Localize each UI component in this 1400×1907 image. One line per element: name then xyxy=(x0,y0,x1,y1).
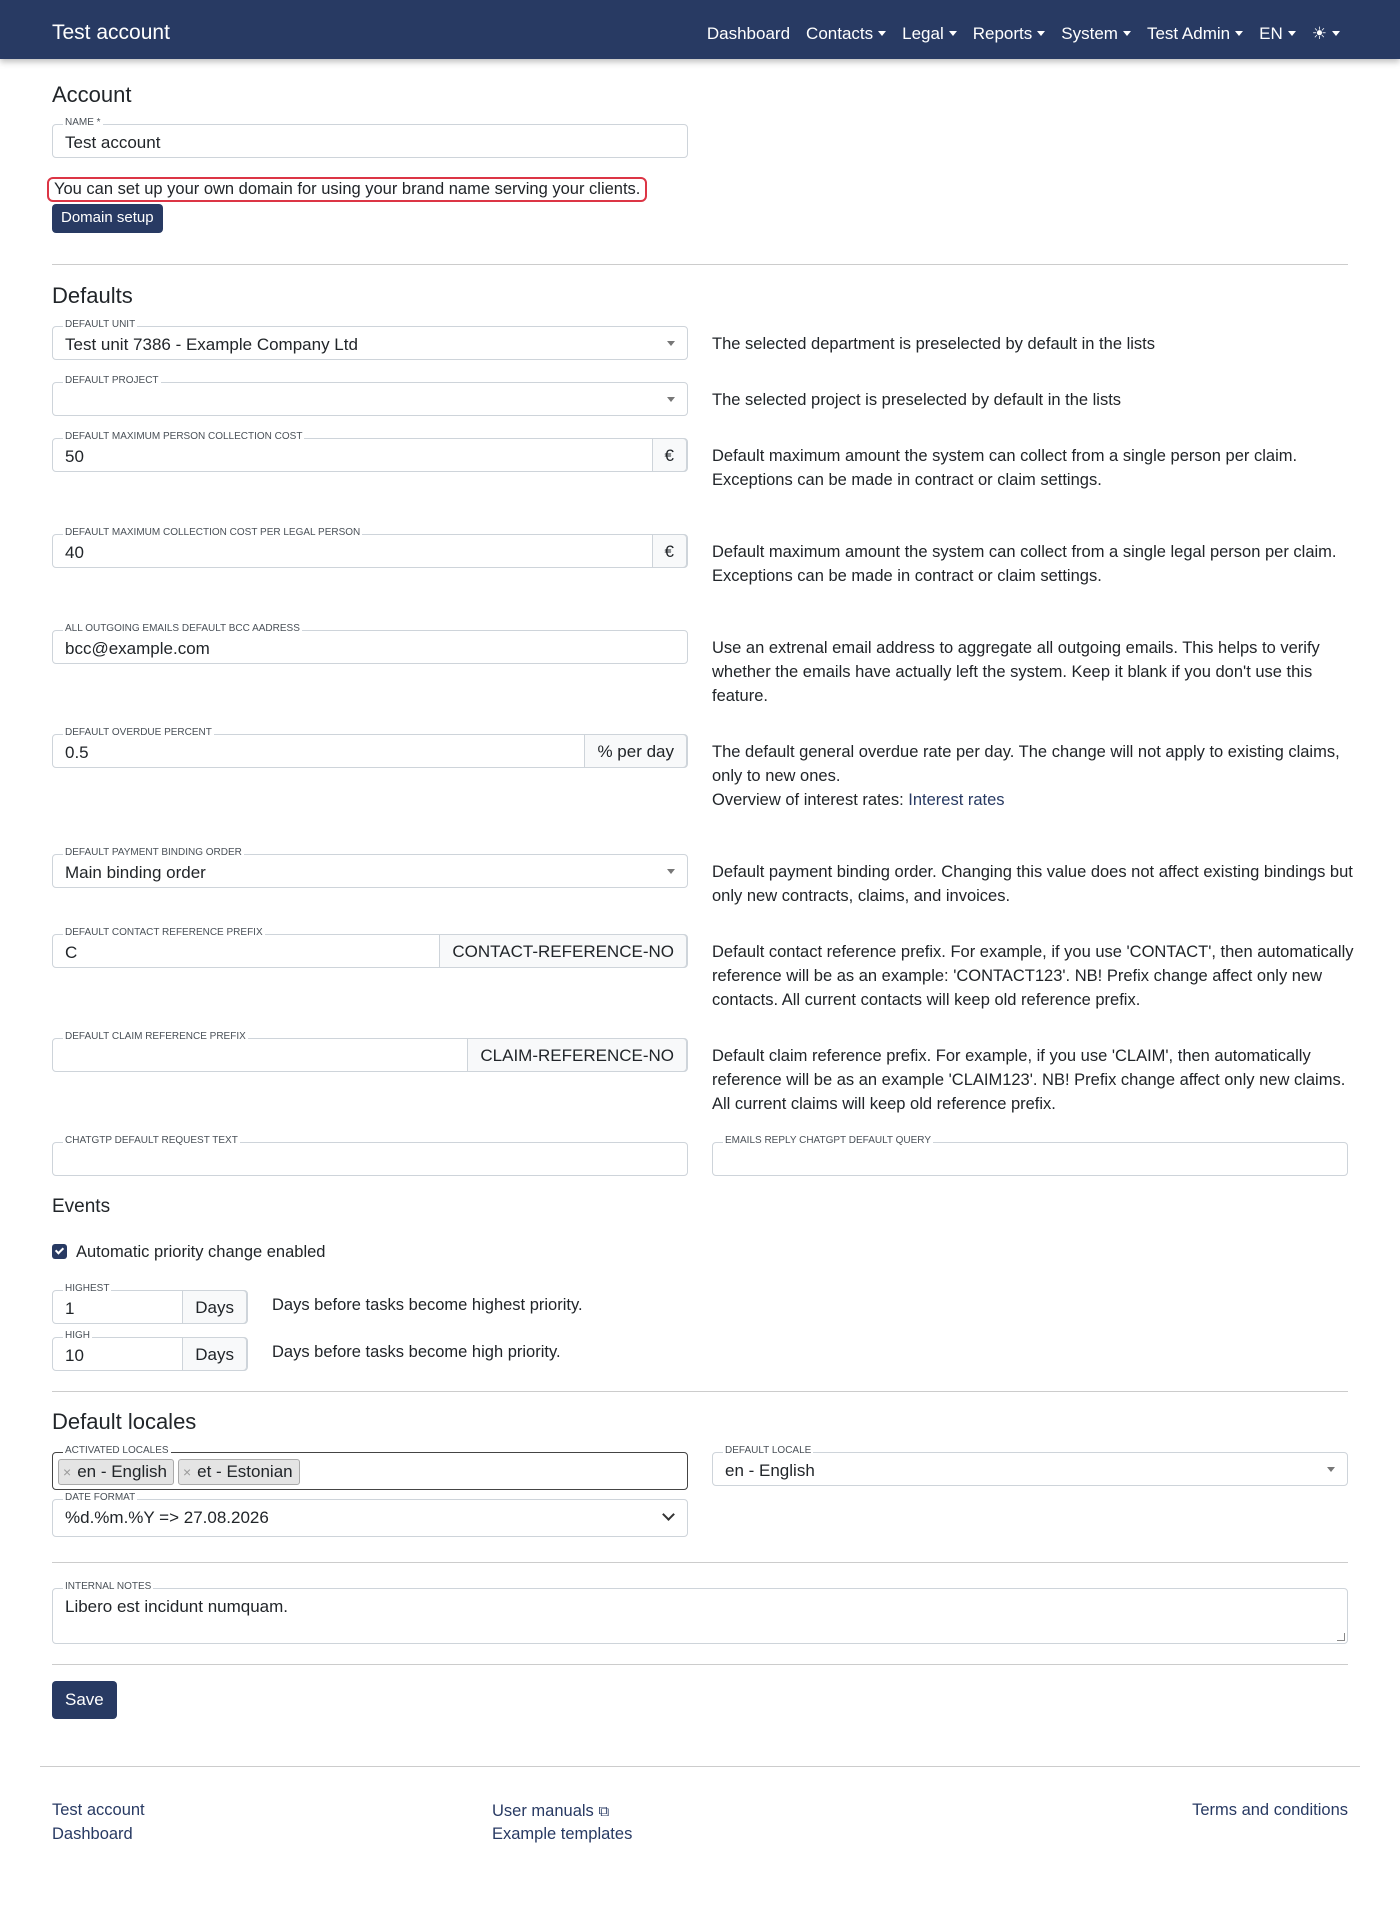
high-help: Days before tasks become high priority. xyxy=(272,1343,561,1361)
footer-account-link[interactable]: Test account xyxy=(52,1801,145,1819)
save-button[interactable]: Save xyxy=(52,1681,117,1719)
footer-manuals xyxy=(492,1801,609,1821)
footer-user-manuals-link[interactable]: User manuals xyxy=(492,1802,594,1820)
overdue-help: The default general overdue rate per day. The change will not apply to existing claims, only to new ones. Overview of interest rates: Interest rates xyxy=(712,743,1340,809)
domain-setup-button[interactable]: Domain setup xyxy=(52,204,163,233)
default-unit-help: The selected department is preselected by default in the lists xyxy=(712,335,1155,353)
person-cost-input[interactable]: DEFAULT MAXIMUM PERSON COLLECTION COST 50 € xyxy=(52,438,688,472)
locale-chip[interactable]: × en - English xyxy=(58,1459,174,1485)
events-heading: Events xyxy=(52,1196,111,1217)
theme-toggle[interactable] xyxy=(1312,24,1340,44)
name-label: NAME * xyxy=(65,117,101,128)
external-link-icon: ⧉ xyxy=(598,1803,610,1820)
name-field[interactable] xyxy=(52,117,688,158)
date-format-select[interactable]: DATE FORMAT %d.%m.%Y => 27.08.2026 xyxy=(52,1499,688,1537)
euro-addon: € xyxy=(652,534,687,568)
days-addon: Days xyxy=(182,1337,247,1371)
nav-legal[interactable]: Legal xyxy=(902,24,957,44)
footer-dashboard-link[interactable]: Dashboard xyxy=(52,1825,133,1843)
interest-rates-link[interactable]: Interest rates xyxy=(908,791,1005,809)
contact-prefix-input[interactable]: DEFAULT CONTACT REFERENCE PREFIX C CONTACT-REFERENCE-NO xyxy=(52,934,688,968)
remove-icon[interactable]: × xyxy=(63,1464,72,1480)
top-navbar xyxy=(0,0,1400,59)
days-addon: Days xyxy=(182,1290,247,1324)
nav-language[interactable]: EN xyxy=(1259,24,1296,44)
name-value: Test account xyxy=(65,133,161,152)
highest-days-input[interactable]: HIGHEST 1 Days xyxy=(52,1290,248,1324)
default-locale-select[interactable]: DEFAULT LOCALE en - English xyxy=(712,1452,1348,1486)
footer-divider xyxy=(40,1766,1360,1767)
default-project-help: The selected project is preselected by default in the lists xyxy=(712,391,1122,409)
account-heading: Account xyxy=(52,82,132,107)
nav-user-menu[interactable]: Test Admin xyxy=(1147,24,1243,44)
contact-prefix-help: Default contact reference prefix. For example, if you use 'CONTACT', then automatically reference will be as an example: 'CONTACT123'. NB! Prefix change affect only new contacts. All current contacts will keep old reference prefix. xyxy=(712,943,1354,1009)
internal-notes-textarea[interactable]: INTERNAL NOTES Libero est incidunt numquam. xyxy=(52,1588,1348,1644)
nav-reports[interactable]: Reports xyxy=(973,24,1046,44)
footer-terms-link[interactable]: Terms and conditions xyxy=(1192,1801,1348,1819)
claim-reference-addon: CLAIM-REFERENCE-NO xyxy=(467,1038,687,1072)
resize-handle[interactable] xyxy=(1337,1633,1345,1641)
legal-cost-help: Default maximum amount the system can collect from a single legal person per claim. Exceptions can be made in contract or claim settings. xyxy=(712,543,1337,585)
per-day-addon: % per day xyxy=(584,734,687,768)
overdue-percent-input[interactable]: DEFAULT OVERDUE PERCENT 0.5 % per day xyxy=(52,734,688,768)
claim-prefix-help: Default claim reference prefix. For example, if you use 'CLAIM', then automatically reference will be as an example 'CLAIM123'. NB! Prefix change affect only new claims. All current claims will keep old reference prefix. xyxy=(712,1047,1346,1113)
divider xyxy=(52,1391,1348,1392)
auto-priority-label: Automatic priority change enabled xyxy=(76,1243,326,1261)
chatgpt-request-input[interactable]: CHATGTP DEFAULT REQUEST TEXT xyxy=(52,1142,688,1176)
binding-order-help: Default payment binding order. Changing this value does not affect existing bindings but only new contracts, claims, and invoices. xyxy=(712,863,1353,905)
divider xyxy=(52,264,1348,265)
caret-down-icon xyxy=(667,397,675,402)
remove-icon[interactable]: × xyxy=(182,1464,192,1480)
locales-heading: Default locales xyxy=(52,1409,197,1434)
contact-reference-addon: CONTACT-REFERENCE-NO xyxy=(439,934,687,968)
main-nav xyxy=(707,24,1340,44)
sun-icon: ☀ xyxy=(1311,24,1327,43)
highest-help: Days before tasks become highest priority. xyxy=(272,1296,583,1314)
defaults-heading: Defaults xyxy=(52,283,133,308)
default-project-select[interactable]: DEFAULT PROJECT xyxy=(52,382,688,416)
caret-down-icon xyxy=(667,869,675,874)
claim-prefix-input[interactable]: DEFAULT CLAIM REFERENCE PREFIX CLAIM-REFERENCE-NO xyxy=(52,1038,688,1072)
euro-addon: € xyxy=(652,438,687,472)
brand-link[interactable]: Test account xyxy=(52,21,170,44)
person-cost-help: Default maximum amount the system can collect from a single person per claim. Exceptions can be made in contract or claim settings. xyxy=(712,447,1298,489)
caret-down-icon xyxy=(667,341,675,346)
nav-dashboard[interactable]: Dashboard xyxy=(706,24,791,43)
legal-cost-input[interactable]: DEFAULT MAXIMUM COLLECTION COST PER LEGAL PERSON 40 € xyxy=(52,534,688,568)
bcc-email-input[interactable]: ALL OUTGOING EMAILS DEFAULT BCC AADRESS bcc@example.com xyxy=(52,630,688,664)
binding-order-select[interactable]: DEFAULT PAYMENT BINDING ORDER Main binding order xyxy=(52,854,688,888)
locale-chip[interactable]: × et - Estonian xyxy=(178,1459,300,1485)
default-unit-select[interactable]: DEFAULT UNIT Test unit 7386 - Example Company Ltd xyxy=(52,326,688,360)
nav-contacts[interactable]: Contacts xyxy=(806,24,886,44)
divider xyxy=(52,1664,1348,1665)
emails-reply-query-input[interactable]: EMAILS REPLY CHATGPT DEFAULT QUERY xyxy=(712,1142,1348,1176)
check-icon xyxy=(55,1245,64,1254)
activated-locales-select[interactable]: ACTIVATED LOCALES × en - English × et - Estonian xyxy=(52,1452,688,1490)
chevron-down-icon xyxy=(662,1508,675,1521)
caret-down-icon xyxy=(1327,1467,1335,1472)
bcc-email-help: Use an extrenal email address to aggregate all outgoing emails. This helps to verify whether the emails have actually left the system. Keep it blank if you don't use this feature. xyxy=(712,639,1320,705)
auto-priority-checkbox[interactable] xyxy=(52,1244,67,1259)
high-days-input[interactable]: HIGH 10 Days xyxy=(52,1337,248,1371)
divider xyxy=(52,1562,1348,1563)
nav-system[interactable]: System xyxy=(1061,24,1131,44)
footer-templates-link[interactable]: Example templates xyxy=(492,1825,633,1843)
domain-note: You can set up your own domain for using your brand name serving your clients. xyxy=(47,177,647,202)
